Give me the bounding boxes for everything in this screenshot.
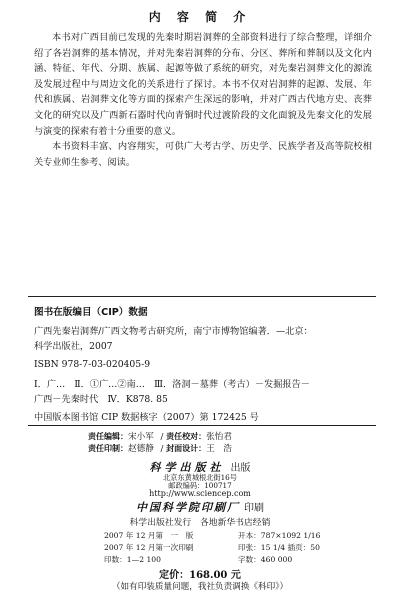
cip-line-4: Ⅰ．广… Ⅱ．①广…②南… Ⅲ．洛洞－墓葬（考古）－发掘报告－ bbox=[34, 379, 310, 390]
cip-line-6: 中国版本图书馆 CIP 数据核字（2007）第 172425 号 bbox=[34, 412, 259, 423]
publisher-suffix: 出版 bbox=[230, 463, 251, 474]
proofreader-label: 责任校对： bbox=[166, 432, 207, 441]
spec-format: 开本：787×1092 1/16 bbox=[238, 531, 321, 540]
spec-word-count: 字数：460 000 bbox=[238, 555, 293, 564]
publisher-postcode: 邮政编码：100717 bbox=[168, 481, 232, 490]
publisher-name: 科学出版社 bbox=[149, 461, 225, 474]
printer-row bbox=[0, 499, 400, 515]
cover-label: 封面设计： bbox=[166, 444, 207, 453]
cip-block bbox=[34, 324, 372, 354]
cip-record bbox=[34, 410, 372, 425]
quality-notice: （如有印装质量问题，我社负责调换《科印》） bbox=[111, 582, 289, 592]
publisher-website: http://www.sciencep.com bbox=[149, 489, 251, 498]
spec-print-run: 印数：1—2 100 bbox=[104, 555, 161, 564]
cip-line-3: ISBN 978-7-03-020405-9 bbox=[34, 359, 151, 370]
divider-bottom bbox=[28, 425, 376, 426]
credits-row-1: 责任编辑：宋小军 / 责任校对：张怡君 bbox=[88, 432, 232, 442]
printing-name: 赵德静 bbox=[128, 444, 154, 454]
printer-name: 中国科学院印刷厂 bbox=[136, 501, 240, 514]
spec-edition: 2007 年 12 月第 一 版 bbox=[104, 531, 194, 540]
summary-paragraph-1: 本书对广西目前已发现的先秦时期岩洞葬的全部资料进行了综合整理，详细介绍了各岩洞葬的基本情况，并对先秦岩洞葬的分布、分区、葬所和葬制以及文化内涵、特征、年代、分期、族属、起源等做了系统的研究，对先秦岩洞葬文化的源流及发展过程中与周边文化的关系进行了探讨。本书不仅对岩洞葬的起源、发展、年代和族属、岩洞葬文化等方面的探索产生深远的影响，并对广西古代地方史、丧葬文化的研究以及广西新石器时代向青铜时代过渡阶段的文化面貌及先秦文化的发展与演变的探索有着十分重要的意义。 bbox=[34, 32, 372, 137]
spec-sheets: 印张：15 1/4 插页：50 bbox=[238, 543, 320, 552]
printer-suffix: 印刷 bbox=[244, 503, 264, 514]
publisher-address: 北京东黄城根北街16号 bbox=[163, 473, 237, 482]
summary-paragraph-2: 本书资料丰富、内容翔实，可供广大考古学、历史学、民族学者及高等院校相关专业师生参考、阅读。 bbox=[34, 141, 372, 168]
proofreader-name: 张怡君 bbox=[206, 432, 232, 442]
editor-label: 责任编辑： bbox=[88, 432, 128, 441]
cover-designer-name: 王 浩 bbox=[206, 444, 232, 454]
editor-name: 宋小军 bbox=[128, 432, 154, 442]
summary-title: 内 容 简 介 bbox=[148, 10, 252, 24]
cip-line-1: 广西先秦岩洞葬/广西文物考古研究所，南宁市博物馆编著．—北京： bbox=[34, 326, 313, 337]
cip-heading: 图书在版编目（CIP）数据 bbox=[34, 307, 148, 318]
divider-top bbox=[28, 296, 376, 297]
printing-label: 责任印制： bbox=[88, 444, 128, 453]
cip-isbn bbox=[34, 357, 372, 372]
spec-printing: 2007 年 12 月第一次印刷 bbox=[104, 543, 194, 552]
distribution-line: 科学出版社发行 各地新华书店经销 bbox=[129, 518, 271, 528]
summary-text bbox=[34, 30, 372, 170]
cip-line-5: 广西－先秦时代 Ⅳ．K878. 85 bbox=[34, 394, 168, 405]
cip-classification bbox=[34, 377, 372, 407]
price: 定价：168.00 元 bbox=[159, 570, 241, 581]
cip-line-2: 科学出版社，2007 bbox=[34, 341, 113, 352]
credits-row-2: 责任印制：赵德静 / 封面设计：王 浩 bbox=[88, 444, 232, 454]
